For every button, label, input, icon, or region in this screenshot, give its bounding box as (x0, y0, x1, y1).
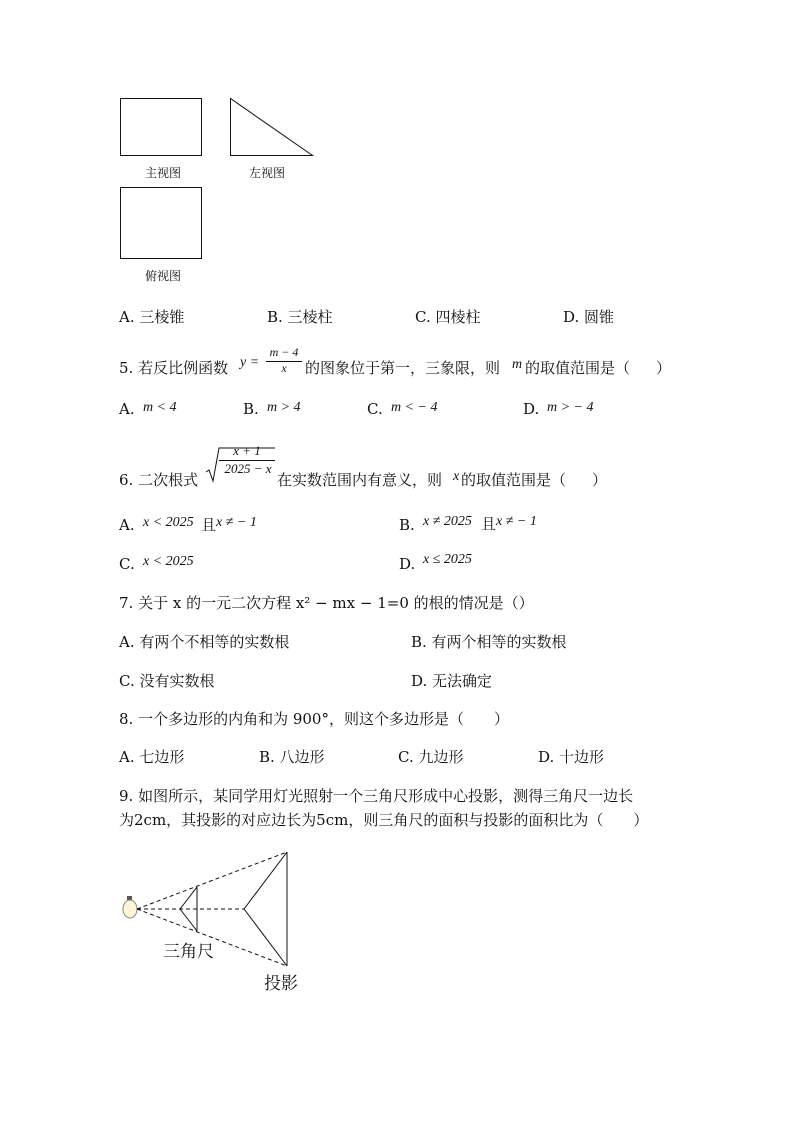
q7-option-b: B. 有两个相等的实数根 (411, 633, 567, 651)
projection-label: 投影 (264, 974, 298, 994)
q8-question: 8. 一个多边形的内角和为 900°，则这个多边形是（ ） (119, 710, 509, 728)
q5-option-b-expr: m > 4 (267, 400, 301, 415)
q6-suffix: 的取值范围是（ (461, 471, 567, 489)
q8-option-d: D. 十边形 (538, 748, 605, 766)
q6-option-a-label: A. (119, 516, 135, 534)
q5-suffix: 的取值范围是（ (525, 359, 631, 377)
q6-option-b-expr1: x ≠ 2025 (423, 514, 472, 529)
q6-close-paren: ） (592, 471, 608, 489)
q5-option-d-label: D. (523, 400, 540, 418)
q7-option-a: A. 有两个不相等的实数根 (119, 633, 290, 651)
q5-variable: m (512, 357, 523, 372)
q4-option-c: C. 四棱柱 (415, 308, 481, 326)
q4-option-a: A. 三棱锥 (119, 308, 185, 326)
q7-question: 7. 关于 x 的一元二次方程 x² − mx − 1=0 的根的情况是（） (119, 594, 534, 612)
q6-option-b-expr2: x ≠ − 1 (496, 514, 537, 529)
front-view-label: 主视图 (145, 166, 182, 180)
q6-option-b-and: 且 (481, 515, 497, 533)
q6-option-a-expr1: x < 2025 (143, 515, 194, 530)
q6-option-a-and: 且 (201, 516, 217, 534)
q8-option-c: C. 九边形 (398, 748, 464, 766)
q5-option-a-label: A. (119, 400, 135, 418)
triangle-ruler-label: 三角尺 (163, 942, 214, 962)
q5-y-equals: y = (240, 355, 260, 370)
q6-variable: x (453, 469, 460, 484)
q5-close-paren: ） (656, 359, 672, 377)
q6-fraction-denominator: 2025 − x (224, 461, 272, 476)
q5-prefix: 5. 若反比例函数 (119, 359, 229, 377)
q9-question-line1: 9. 如图所示，某同学用灯光照射一个三角尺形成中心投影，测得三角尺一边长 (119, 787, 634, 805)
q4-option-b: B. 三棱柱 (267, 308, 333, 326)
q6-prefix: 6. 二次根式 (119, 471, 199, 489)
q8-option-b: B. 八边形 (259, 748, 325, 766)
light-bulb-icon (123, 896, 137, 918)
q7-option-d: D. 无法确定 (411, 672, 493, 690)
q6-option-b-label: B. (399, 516, 415, 534)
q5-option-c-expr: m < − 4 (391, 400, 438, 415)
q5-middle: 的图象位于第一，三象限，则 (305, 359, 501, 377)
q6-fraction-numerator: x + 1 (233, 443, 261, 458)
q5-option-c-label: C. (367, 400, 383, 418)
q8-option-a: A. 七边形 (119, 748, 185, 766)
top-view-label: 俯视图 (145, 269, 182, 283)
q9-question-line2: 为2cm，其投影的对应边长为5cm，则三角尺的面积与投影的面积比为（ ） (119, 811, 649, 829)
q6-option-d-expr: x ≤ 2025 (423, 552, 472, 567)
q6-option-a-expr2: x ≠ − 1 (216, 515, 257, 530)
q5-option-a-expr: m < 4 (143, 400, 177, 415)
q6-option-c-expr: x < 2025 (143, 554, 194, 569)
projection-triangle (244, 852, 287, 966)
q6-option-c-label: C. (119, 555, 135, 573)
q5-option-d-expr: m > − 4 (547, 400, 594, 415)
q5-fraction-numerator: m − 4 (269, 345, 299, 359)
q7-option-c: C. 没有实数根 (119, 672, 215, 690)
q5-fraction-denominator: x (281, 361, 287, 375)
left-view-label: 左视图 (249, 166, 286, 180)
q6-middle: 在实数范围内有意义，则 (277, 471, 443, 489)
q6-option-d-label: D. (399, 555, 416, 573)
q4-option-d: D. 圆锥 (563, 308, 615, 326)
q5-option-b-label: B. (243, 400, 259, 418)
